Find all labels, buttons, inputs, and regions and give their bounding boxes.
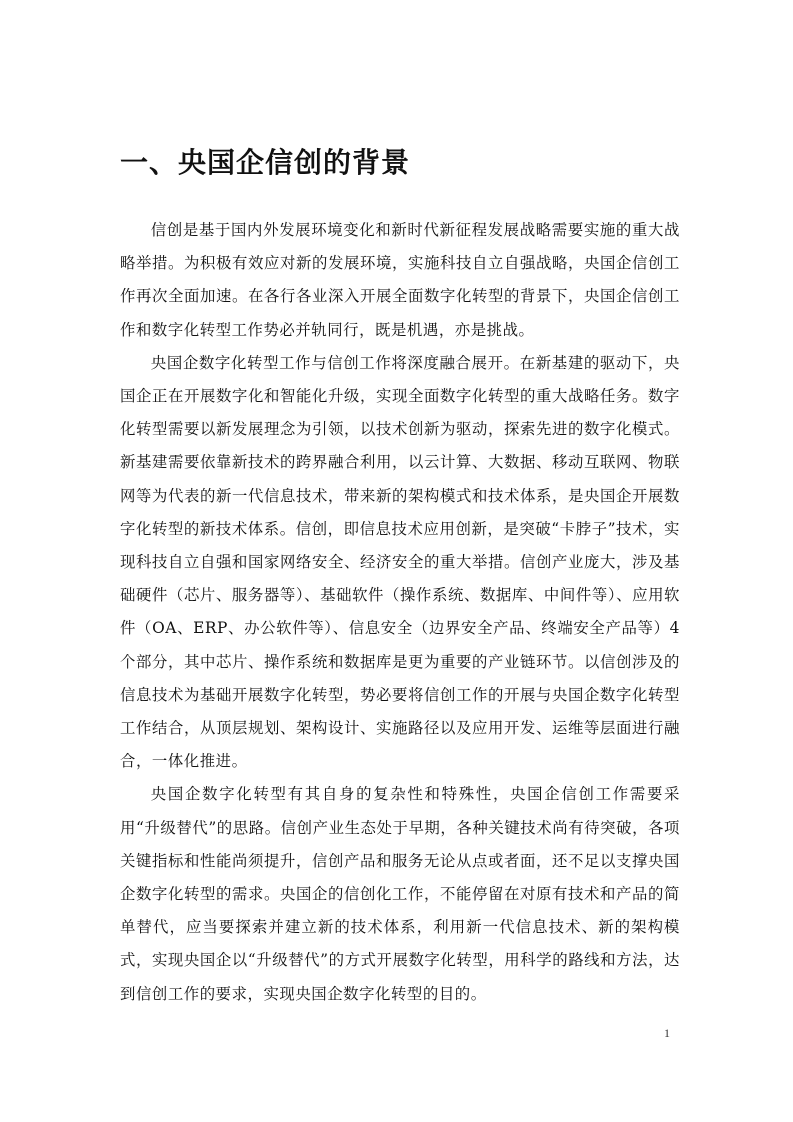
section-heading: 一、央国企信创的背景 — [120, 146, 411, 179]
paragraph-2: 央国企数字化转型工作与信创工作将深度融合展开。在新基建的驱动下，央国企正在开展数字化和智能化升级，实现全面数字化转型的重大战略任务。数字化转型需要以新发展理念为引领，以技术创新为驱动，探索先进的数字化模式。新基建需要依靠新技术的跨界融合利用，以云计算、大数据、移动互联网、物联网等为代表的新一代信息技术，带来新的架构模式和技术体系，是央国企开展数字化转型的新技术体系。信创，即信息技术应用创新，是突破“卡脖子”技术，实现科技自立自强和国家网络安全、经济安全的重大举措。信创产业庞大，涉及基础硬件（芯片、服务器等）、基础软件（操作系统、数据库、中间件等）、应用软件（OA、ERP、办公软件等）、信息安全（边界安全产品、终端安全产品等）4个部分，其中芯片、操作系统和数据库是更为重要的产业链环节。以信创涉及的信息技术为基础开展数字化转型，势必要将信创工作的开展与央国企数字化转型工作结合，从顶层规划、架构设计、实施路径以及应用开发、运维等层面进行融合，一体化推进。 — [120, 353, 680, 771]
paragraph-3: 央国企数字化转型有其自身的复杂性和特殊性，央国企信创工作需要采用“升级替代”的思路。信创产业生态处于早期，各种关键技术尚有待突破，各项关键指标和性能尚须提升，信创产品和服务无论从点或者面，还不足以支撑央国企数字化转型的需求。央国企的信创化工作，不能停留在对原有技术和产品的简单替代，应当要探索并建立新的技术体系，利用新一代信息技术、新的架构模式，实现央国企以“升级替代”的方式开展数字化转型，用科学的路线和方法，达到信创工作的要求，实现央国企数字化转型的目的。 — [120, 785, 680, 1003]
paragraph-1: 信创是基于国内外发展环境变化和新时代新征程发展战略需要实施的重大战略举措。为积极有效应对新的发展环境，实施科技自立自强战略，央国企信创工作再次全面加速。在各行各业深入开展全面数字化转型的背景下，央国企信创工作和数字化转型工作势必并轨同行，既是机遇，亦是挑战。 — [120, 221, 680, 339]
page-number: 1 — [664, 1026, 670, 1040]
body-text — [120, 214, 680, 1011]
